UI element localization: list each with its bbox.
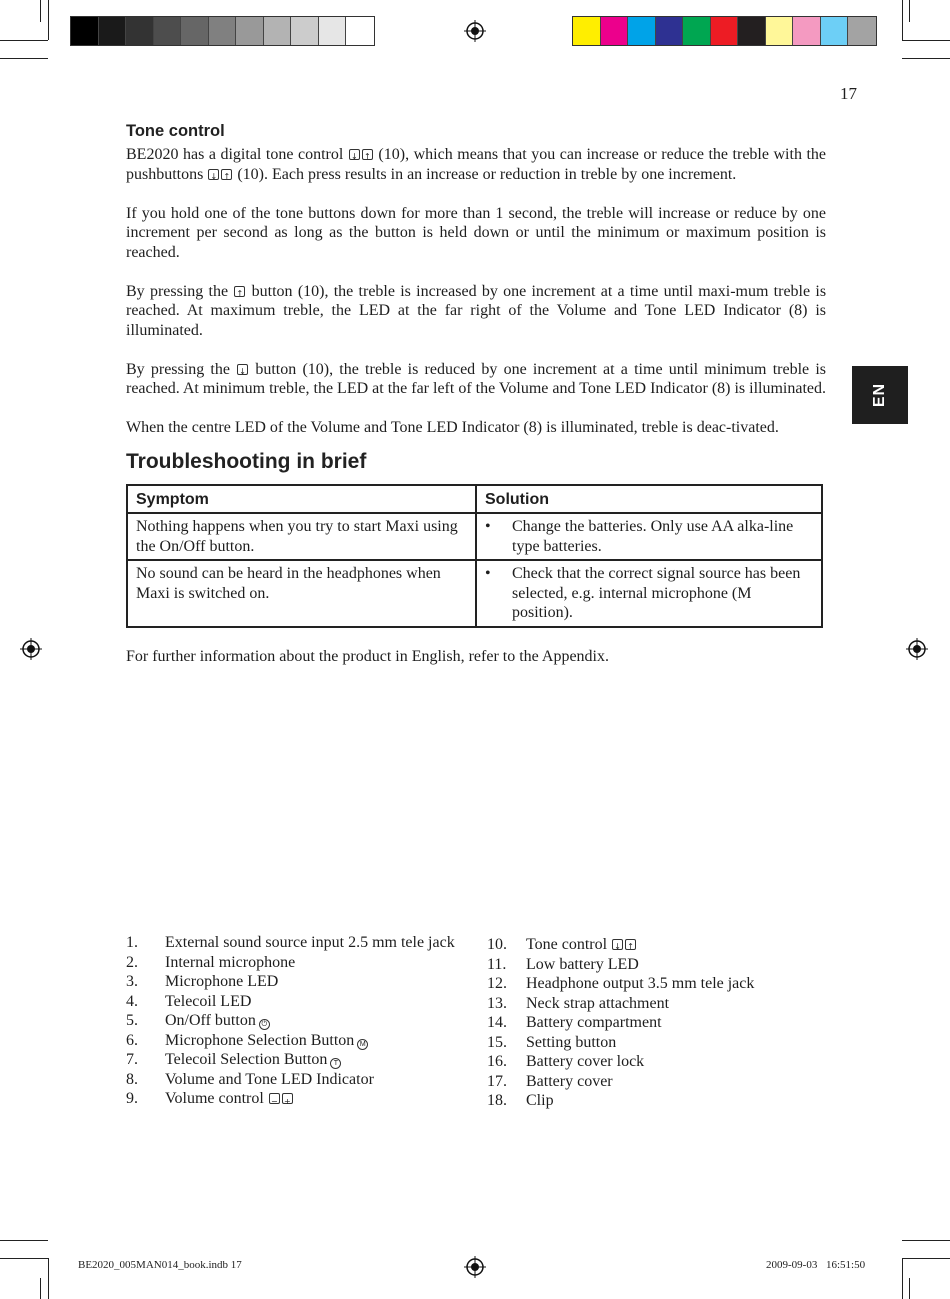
item-text: Internal microphone	[165, 953, 296, 971]
color-swatch	[126, 17, 154, 45]
footer-date: 2009-09-03	[766, 1259, 818, 1271]
treble-up-icon	[234, 286, 245, 297]
text-span: By pressing the	[126, 360, 230, 378]
item-number: 7.	[126, 1051, 138, 1068]
list-item	[487, 935, 827, 955]
crop-mark	[902, 40, 950, 41]
language-tab-label: EN	[871, 382, 888, 408]
list-item	[487, 974, 827, 994]
tone-control-heading: Tone control	[126, 122, 225, 140]
item-text: Telecoil LED	[165, 992, 252, 1010]
color-swatch	[711, 17, 739, 45]
troubleshooting-heading: Troubleshooting in brief	[126, 449, 367, 473]
item-text: Microphone LED	[165, 973, 279, 990]
gray-swatch-bar	[70, 16, 375, 46]
color-swatch	[821, 17, 849, 45]
item-number: 17.	[487, 1072, 507, 1090]
color-swatch	[264, 17, 292, 45]
item-text: Tone control	[526, 936, 608, 953]
item-number: 15.	[487, 1033, 507, 1051]
list-item	[126, 1011, 471, 1031]
registration-mark-icon	[20, 638, 42, 660]
treble-up-icon	[362, 149, 373, 160]
crop-mark	[902, 1258, 950, 1259]
item-number: 9.	[126, 1090, 138, 1107]
item-text: Volume and Tone LED Indicator	[165, 1070, 374, 1088]
item-text: Battery cover lock	[526, 1053, 645, 1070]
item-number: 2.	[126, 953, 138, 971]
tone-paragraph-1	[126, 145, 826, 184]
registration-mark-icon	[906, 638, 928, 660]
list-item	[487, 1033, 827, 1053]
color-swatch	[656, 17, 684, 45]
color-swatch	[181, 17, 209, 45]
list-item	[487, 1013, 827, 1033]
text-span: By pressing the	[126, 282, 229, 300]
item-text: Telecoil Selection Button	[165, 1051, 328, 1068]
item-text: Clip	[526, 1092, 554, 1109]
list-item	[487, 994, 827, 1014]
color-swatch	[71, 17, 99, 45]
color-swatch	[209, 17, 237, 45]
volume-down-icon	[269, 1093, 280, 1104]
further-info: For further information about the product in English, refer to the Appendix.	[126, 647, 609, 665]
color-swatch	[319, 17, 347, 45]
treble-up-icon	[625, 939, 636, 950]
footer-time: 16:51:50	[826, 1259, 866, 1271]
page-number: 17	[840, 84, 857, 103]
item-text: Setting button	[526, 1033, 617, 1051]
symptom-cell: No sound can be heard in the headphones when Maxi is switched on.	[127, 560, 476, 627]
color-swatch	[573, 17, 601, 45]
crop-mark	[902, 1240, 950, 1241]
item-text: Battery cover	[526, 1072, 613, 1090]
crop-mark	[0, 40, 48, 41]
item-number: 13.	[487, 994, 507, 1012]
item-text: Volume control	[165, 1090, 264, 1107]
language-tab	[852, 366, 908, 424]
tone-paragraph-4	[126, 360, 826, 399]
footer-filename: BE2020_005MAN014_book.indb 17	[78, 1259, 242, 1271]
solution-header: Solution	[476, 485, 822, 514]
color-swatch	[683, 17, 711, 45]
text-span: BE2020 has a digital tone control	[126, 146, 344, 163]
color-swatch	[738, 17, 766, 45]
item-text: External sound source input 2.5 mm tele jack	[165, 934, 455, 951]
tone-paragraph-2: If you hold one of the tone buttons down for more than 1 second, the treble will increase or reduce by one increment per second as long as the button is held down or until the minimum or maximum position is reached.	[126, 204, 826, 261]
list-item	[126, 953, 471, 973]
color-swatch	[99, 17, 127, 45]
item-text: Neck strap attachment	[526, 994, 670, 1012]
treble-down-icon	[237, 364, 248, 375]
main-content	[126, 122, 826, 666]
crop-mark	[40, 0, 41, 22]
item-text: Battery compartment	[526, 1014, 662, 1031]
crop-mark	[902, 58, 950, 59]
tone-paragraph-5: When the centre LED of the Volume and Tone LED Indicator (8) is illuminated, treble is deac-tivated.	[126, 419, 779, 436]
item-number: 4.	[126, 992, 138, 1010]
bullet: •	[485, 518, 491, 535]
color-swatch	[154, 17, 182, 45]
microphone-icon: M	[357, 1039, 368, 1050]
troubleshooting-table	[126, 484, 823, 628]
item-text: Low battery LED	[526, 955, 639, 973]
crop-mark	[902, 1258, 903, 1299]
item-number: 10.	[487, 936, 507, 953]
list-item	[126, 972, 471, 992]
list-item	[126, 1050, 471, 1070]
bullet: •	[485, 565, 491, 582]
item-number: 18.	[487, 1092, 507, 1109]
crop-mark	[902, 0, 903, 40]
treble-down-icon	[208, 169, 219, 180]
list-item	[487, 1052, 827, 1072]
item-number: 1.	[126, 934, 138, 951]
solution-cell	[476, 560, 822, 627]
solution-cell	[476, 513, 822, 560]
item-number: 8.	[126, 1070, 138, 1088]
telecoil-icon: T	[330, 1058, 341, 1069]
item-number: 5.	[126, 1012, 138, 1029]
list-item	[126, 1089, 471, 1109]
crop-mark	[0, 1258, 48, 1259]
item-number: 12.	[487, 975, 507, 992]
table-row	[127, 513, 822, 560]
text-span: button (10), the treble is reduced by one increment at a time until minimum treble is reached. At minimum treble, the LED at the far left of the Volume and Tone LED Indicator (8) is illuminated.	[126, 360, 827, 397]
parts-legend-right	[487, 935, 827, 1111]
color-swatch	[848, 17, 876, 45]
crop-mark	[909, 1278, 910, 1299]
item-number: 3.	[126, 973, 138, 990]
list-item	[487, 1072, 827, 1092]
item-number: 14.	[487, 1014, 507, 1031]
item-number: 16.	[487, 1053, 507, 1070]
treble-down-icon	[612, 939, 623, 950]
list-item	[126, 1031, 471, 1051]
list-item	[487, 955, 827, 975]
solution-text: Check that the correct signal source has been selected, e.g. internal microphone (M position).	[512, 565, 801, 621]
color-swatch	[766, 17, 794, 45]
registration-mark-icon	[464, 1256, 486, 1278]
color-swatch	[346, 17, 374, 45]
list-item	[126, 992, 471, 1012]
item-text: On/Off button	[165, 1012, 256, 1029]
color-swatch	[291, 17, 319, 45]
color-swatch	[793, 17, 821, 45]
item-text: Microphone Selection Button	[165, 1031, 355, 1049]
registration-mark-icon	[464, 20, 486, 42]
text-span: (10). Each press results in an increase or reduction in treble by one increment.	[237, 165, 737, 183]
crop-mark	[48, 0, 49, 40]
treble-up-icon	[221, 169, 232, 180]
crop-mark	[0, 58, 48, 59]
power-icon: ⏻	[259, 1019, 270, 1030]
list-item	[126, 1070, 471, 1090]
crop-mark	[40, 1278, 41, 1299]
table-row	[127, 560, 822, 627]
color-swatch-bar	[572, 16, 877, 46]
color-swatch	[236, 17, 264, 45]
symptom-header: Symptom	[127, 485, 476, 514]
crop-mark	[909, 0, 910, 22]
symptom-cell: Nothing happens when you try to start Maxi using the On/Off button.	[127, 513, 476, 560]
list-item	[487, 1091, 827, 1111]
item-text: Headphone output 3.5 mm tele jack	[526, 975, 755, 992]
crop-mark	[48, 1258, 49, 1299]
color-swatch	[628, 17, 656, 45]
text-span: (10), which means that you can increase or reduce the treble with the pushbuttons	[126, 146, 827, 183]
parts-legend-left	[126, 933, 471, 1109]
tone-paragraph-3	[126, 282, 826, 341]
list-item	[126, 933, 471, 953]
item-number: 6.	[126, 1031, 138, 1049]
text-span: button (10), the treble is increased by one increment at a time until maxi-mum treble is reached. At maximum treble, the LED at the far right of the Volume and Tone LED Indicator (8) is illuminated.	[126, 282, 827, 339]
solution-text: Change the batteries. Only use AA alka-line type batteries.	[512, 518, 794, 555]
volume-up-icon	[282, 1093, 293, 1104]
treble-down-icon	[349, 149, 360, 160]
item-number: 11.	[487, 955, 507, 973]
color-swatch	[601, 17, 629, 45]
crop-mark	[0, 1240, 48, 1241]
